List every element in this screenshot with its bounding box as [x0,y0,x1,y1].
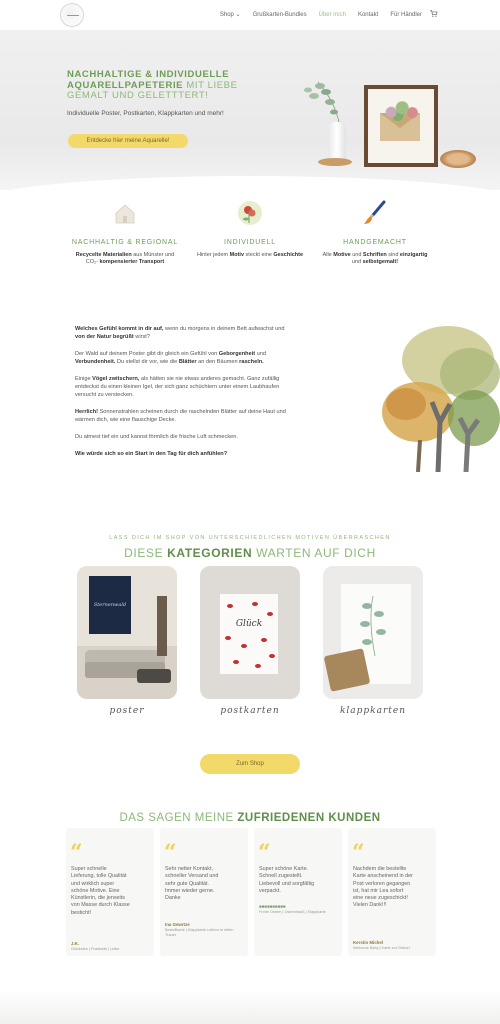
testimonial-text: Super schöne Karte. Schnell zugestellt. Liebevoll und sorgfältig verpackt. [259,866,315,894]
testimonial-author: Ina Gewrtze [165,922,190,927]
quote-icon: “ [258,840,271,866]
story-paragraph: Welches Gefühl kommt in dir auf, wenn du morgens in deinem Bett aufwachst und von der Natur begrüßt wirst? [75,326,285,341]
testimonial-product: Welcome Baby | Karte zur Geburt [353,946,410,950]
poster-image-text: Sternenwald [93,602,127,608]
hero-title-bold: NACHHALTIGE & INDIVIDUELLE AQUARELLPAPETERIE [67,69,230,91]
testimonial-product: Bestellkarte | Klappkarte Lettern in reifen Trauer [165,928,234,937]
testimonial-card [66,828,154,956]
feature-title: HANDGEMACHT [343,239,407,246]
eucalyptus-branch-image [300,78,348,128]
feature-text: Recycelte Materialien aus Münster und CO₂- kompensierter Transport [75,252,175,265]
hero-subtitle: Individuelle Poster, Postkarten, Klappkarten und mehr! [67,110,224,117]
story-paragraph: Du atmest tief ein und kannst förmlich die frische Luft schmecken. [75,433,238,440]
testimonial-author: ■■■■■■■■■■ [259,904,286,909]
top-navigation [0,0,500,30]
testimonial-card [254,828,342,956]
folded-card-image [323,566,423,699]
vase-image [328,122,346,162]
feature-text: Alle Motive und Schriften sind einzigartig und selbstgemalt! [322,252,428,265]
testimonial-author: J.K. [71,941,80,946]
feature-text: Hinter jedem Motiv steckt eine Geschichte [196,252,304,258]
quote-icon: “ [164,840,177,866]
category-card-poster[interactable] [77,566,177,699]
categories-eyebrow: LASS DICH IM SHOP VON UNTERSCHIEDLICHEN MOTIVEN ÜBERRASCHEN [109,535,391,541]
poster-room-image [77,566,177,699]
category-label-klappkarten[interactable]: klappkarten [339,706,407,716]
nav-item-about[interactable]: Über mich [318,11,346,18]
nav-item-contact[interactable]: Kontakt [357,11,379,18]
category-label-postkarten[interactable]: postkarten [220,706,280,716]
feature-title: NACHHALTIG & REGIONAL [71,239,179,246]
postcard-image-text: Glück [235,619,263,629]
story-text [75,325,293,466]
wood-slice-image [318,158,352,166]
feature-handmade [300,200,450,266]
testimonial-product: Glücksfee | Postkarte | Liebe [71,947,120,951]
feature-title: INDIVIDUELL [224,239,276,246]
shop-button[interactable]: Zum Shop [200,754,300,774]
hero-title [67,70,277,102]
cart-icon[interactable] [430,10,438,17]
testimonial-text: Sehr netter Kontakt, schneller Versand und sehr gute Qualität. Immer wieder gerne. Danke [165,866,219,902]
testimonial-product: Frohe Ostern | Osterstrauß | Klappkarte [259,910,326,914]
hero-title-light: MIT LIEBE GEMALT UND GELETTTERT! [67,79,238,101]
story-paragraph: Herrlich! Sonnenstrahlen scheinen durch die raschelnden Blätter auf deine Haut und wärmen dich, wie eine flauschige Decke. [75,408,286,424]
nav-item-bundles[interactable]: Grußkarten-Bundles [252,11,307,18]
hero-cta-button[interactable]: Entdecke hier meine Aquarelle! [68,134,188,148]
nav-item-dealers[interactable]: Für Händler [390,11,422,18]
story-paragraph: Wie würde sich so ein Start in den Tag für dich anfühlen? [75,450,228,457]
story-paragraph: Einige Vögel zwitschern, als hätten sie nie etwas anderes gemacht. Ganz zufällig entdeckst du einen kleinen Igel, der sich ganz schüchtern unter einem Laubhaufen versucht zu verstecken. [75,375,280,399]
house-icon [112,200,138,226]
footer-band [0,990,500,1024]
nav-links [208,11,422,18]
testimonials-heading: DAS SAGEN MEINE ZUFRIEDENEN KUNDEN [119,812,381,824]
watercolor-trees-image [378,322,500,472]
testimonial-text: Super schnelle Lieferung, tolle Qualität und wirklich super schöne Motive. Eine Künstlerin, die jenseits von Masse durch Klasse besticht! [71,866,130,916]
quote-icon: “ [352,840,365,866]
testimonial-card [160,828,248,956]
testimonial-text: Nachdem die bestellte Karte anscheinend in der Post verloren gegangen ist, hat mir Lea sofort eine neue zugeschickt! Vielen Dank!!! [353,866,413,909]
testimonial-card [348,828,436,956]
flower-icon [237,200,263,226]
quote-icon: “ [70,840,83,866]
logo[interactable] [60,3,84,27]
categories-heading: DIESE KATEGORIEN WARTEN AUF DICH [124,546,376,560]
framed-watercolor-image [364,85,438,167]
category-label-poster[interactable]: poster [109,706,145,716]
category-card-klappkarten[interactable] [323,566,423,699]
nav-item-shop[interactable]: Shop ⌄ [219,12,241,18]
category-card-postkarten[interactable] [200,566,300,699]
testimonial-author: Kerstin Michel [353,940,384,945]
story-paragraph: Der Wald auf deinem Poster gibt dir gleich ein Gefühl von Geborgenheit und Verbundenheit. Du stellst dir vor, wie die Blätter an den Bäumen rascheln. [75,350,267,366]
postcard-image [200,566,300,699]
wood-slice-image [440,150,476,168]
brush-icon [362,200,388,226]
hero-section [0,30,500,190]
